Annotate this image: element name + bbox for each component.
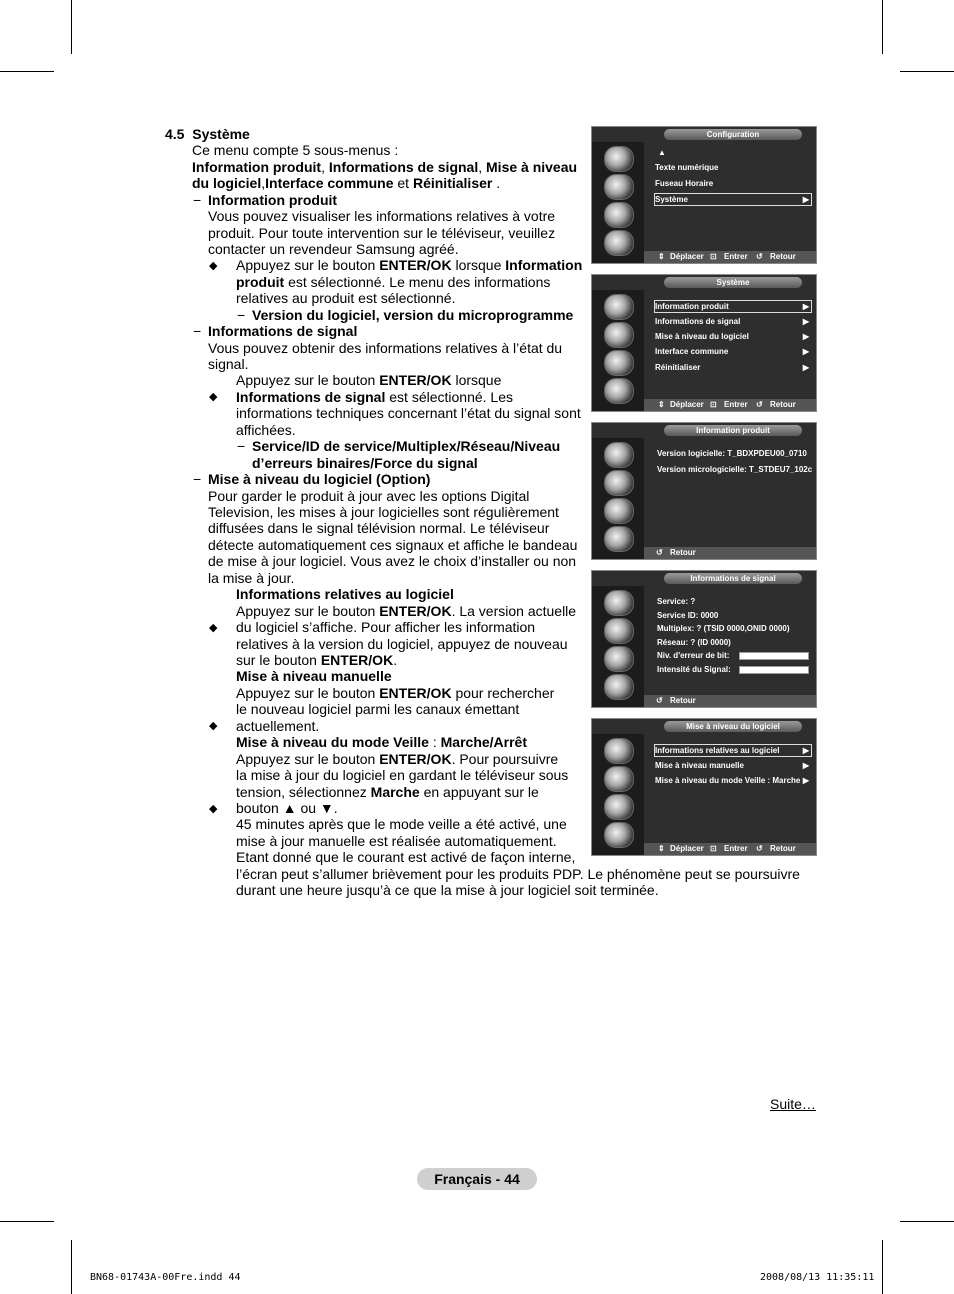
input-menu-icon [604,526,634,552]
bullet-line: durant une heure jusqu’à ce que la mise à jour logiciel soit terminée. [236,882,659,898]
nav-enter-icon: ⊡ [710,400,717,409]
nav-enter-icon: ⊡ [710,844,717,853]
bullet-line: relatives à la version du logiciel, appuyez de nouveau [236,636,568,652]
nav-back-icon: ↺ [756,400,763,409]
diamond-bullet: ◆ [209,260,218,272]
paragraph-line: de mise à jour logiciel. Vous avez le choix d’installer ou non [208,553,577,569]
info-produit-title: Information produit [208,192,338,208]
signal-strength-label: Intensité du Signal: [657,665,731,674]
suite-link: Suite… [770,1096,816,1112]
bullet-line: produit est sélectionné. Le menu des informations [236,274,551,290]
osd-title: Mise à niveau du logiciel [664,721,802,732]
section-heading [165,126,250,142]
bullet-line: affichées. [236,422,296,438]
osd-nav-bar: ⇕ Déplacer ⊡ Entrer ↺ Retour [644,399,816,411]
osd-nav-bar: ↺ Retour [644,695,816,707]
diamond-bullet: ◆ [209,391,218,404]
signal-strength-bar [739,666,809,674]
section-number: 4.5 [165,126,185,142]
diamond-bullet: ◆ [209,621,218,634]
arrow-right-icon: ▶ [802,195,809,204]
crop-mark [882,0,883,54]
dash-marker: − [193,192,202,208]
input-menu-icon [604,230,634,256]
paragraph-line: Television, les mises à jour logicielles sont régulièrement [208,504,559,520]
osd-item[interactable]: Mise à niveau du mode Veille : Marche ▶ [655,776,809,785]
bullet-line: relatives au produit est sélectionné. [236,290,456,306]
arrow-right-icon: ▶ [802,363,809,372]
paragraph-line: diffusées dans le signal télévision normal. Le téléviseur [208,520,550,536]
bullet-line: actuellement. [236,718,320,734]
crop-mark [71,0,72,54]
paragraph-line: produit. Pour toute intervention sur le téléviseur, veuillez [208,225,556,241]
picture-menu-icon [604,146,634,172]
page-number: Français - 44 [417,1168,537,1190]
sound-menu-icon [604,618,634,644]
bullet-line: mise à jour manuelle est réalisée automatiquement. [236,833,557,849]
osd-item-selected[interactable]: Informations relatives au logiciel ▶ [654,744,812,757]
info-signal-title: Informations de signal [208,323,358,339]
osd-item[interactable]: Interface commune ▶ [655,347,809,356]
bullet-title: Informations relatives au logiciel [236,586,454,602]
arrow-right-icon: ▶ [802,761,809,770]
sub-heading: d’erreurs binaires/Force du signal [252,455,478,471]
osd-item-selected[interactable]: Information produit ▶ [654,300,812,313]
service-line: Service: ? [657,597,696,606]
crop-mark [0,71,54,72]
osd-title: Informations de signal [664,573,802,584]
osd-item[interactable]: Informations de signal ▶ [655,317,809,326]
mise-niveau-title: Mise à niveau du logiciel (Option) [208,471,431,487]
section-title: Système [192,126,250,142]
osd-informations-signal [591,570,817,708]
osd-title: Information produit [664,425,802,436]
input-menu-icon [604,822,634,848]
bullet-title: Mise à niveau du mode Veille : Marche/Arrêt [236,734,528,750]
dash-marker: − [193,323,202,339]
osd-item[interactable]: Fuseau Horaire [655,179,714,188]
submenu-list-line1: Information produit, Informations de signal, Mise à niveau [192,159,578,175]
nav-enter-icon: ⊡ [710,252,717,261]
osd-title: Configuration [664,129,802,140]
bullet-line: la mise à jour du logiciel en gardant le téléviseur sous [236,767,569,783]
osd-systeme [591,274,817,412]
bullet-line: bouton ▲ ou ▼. [236,800,338,816]
arrow-right-icon: ▶ [802,776,809,785]
intro-text: Ce menu compte 5 sous-menus : [192,142,399,158]
picture-menu-icon [604,590,634,616]
sound-menu-icon [604,322,634,348]
osd-title: Système [664,277,802,288]
paragraph-line: la mise à jour. [208,570,295,586]
bullet-line: Appuyez sur le bouton ENTER/OK lorsque Information [236,257,583,273]
osd-mise-niveau-logiciel [591,718,817,856]
service-id-line: Service ID: 0000 [657,611,719,620]
paragraph-line: Pour garder le produit à jour avec les options Digital [208,488,530,504]
ber-label: Niv. d'erreur de bit: [657,651,730,660]
nav-move-icon: ⇕ [658,400,665,409]
nav-move-icon: ⇕ [658,844,665,853]
osd-icon-column [592,290,644,411]
setup-menu-icon [604,498,634,524]
osd-icon-column [592,734,644,855]
bullet-line: du logiciel s’affiche. Pour afficher les information [236,619,536,635]
reseau-line: Réseau: ? (ID 0000) [657,638,731,647]
dash-marker: − [237,307,246,323]
bullet-line: Etant donné que le courant est activé de façon interne, [236,849,576,865]
bullet-line: informations techniques concernant l’état du signal sont [236,405,581,421]
sub-heading: Service/ID de service/Multiplex/Réseau/Niveau [252,438,561,454]
input-menu-icon [604,378,634,404]
paragraph-line: Vous pouvez visualiser les informations relatives à votre [208,208,556,224]
paragraph-line: détecte automatiquement ces signaux et affiche le bandeau [208,537,578,553]
bullet-line: le nouveau logiciel parmi les canaux émettant [236,701,520,717]
osd-information-produit [591,422,817,560]
dash-marker: − [237,438,246,454]
nav-back-icon: ↺ [756,844,763,853]
bullet-line: Appuyez sur le bouton ENTER/OK. Pour poursuivre [236,751,559,767]
osd-item[interactable]: Réinitialiser ▶ [655,363,809,372]
nav-back-icon: ↺ [656,696,663,705]
sound-menu-icon [604,766,634,792]
nav-back-icon: ↺ [656,548,663,557]
osd-nav-bar: ↺ Retour [644,547,816,559]
setup-menu-icon [604,350,634,376]
arrow-right-icon: ▶ [802,317,809,326]
nav-back-icon: ↺ [756,252,763,261]
setup-menu-icon [604,794,634,820]
paragraph-line: Vous pouvez obtenir des informations relatives à l’état du [208,340,563,356]
ber-bar [739,652,809,660]
osd-item[interactable]: Mise à niveau manuelle ▶ [655,761,809,770]
bullet-line: sur le bouton ENTER/OK. [236,652,398,668]
osd-nav-bar: ⇕ Déplacer ⊡ Entrer ↺ Retour [644,843,816,855]
osd-item[interactable]: Mise à niveau du logiciel ▶ [655,332,809,341]
bullet-line: tension, sélectionnez Marche en appuyant sur le [236,784,539,800]
diamond-bullet: ◆ [209,720,218,733]
paragraph-line: signal. [208,356,249,372]
file-name: BN68-01743A-00Fre.indd 44 [90,1272,241,1283]
picture-menu-icon [604,442,634,468]
bullet-title: Mise à niveau manuelle [236,668,392,684]
paragraph-line: contacter un revendeur Samsung agréé. [208,241,459,257]
bullet-line: Appuyez sur le bouton ENTER/OK. La version actuelle [236,603,577,619]
crop-mark [0,1221,54,1222]
sub-heading: Version du logiciel, version du microprogramme [252,307,574,323]
crop-mark [900,1221,954,1222]
picture-menu-icon [604,738,634,764]
osd-item[interactable]: Texte numérique [655,163,719,172]
crop-mark [900,71,954,72]
crop-mark [882,1240,883,1294]
bullet-line: Appuyez sur le bouton ENTER/OK lorsque [236,372,502,388]
arrow-right-icon: ▶ [802,302,809,311]
sound-menu-icon [604,174,634,200]
bullet-line: l’écran peut s’allumer brièvement pour les produits PDP. Le phénomène peut se poursuivre [236,866,800,882]
software-version: Version logicielle: T_BDXPDEU00_0710 [657,449,807,458]
osd-nav-bar: ⇕ Déplacer ⊡ Entrer ↺ Retour [644,251,816,263]
bullet-line: 45 minutes après que le mode veille a été activé, une [236,816,567,832]
osd-icon-column [592,586,644,707]
diamond-bullet: ◆ [209,802,218,815]
osd-configuration [591,126,817,264]
osd-icon-column [592,142,644,263]
print-date: 2008/08/13 11:35:11 [760,1272,875,1283]
picture-menu-icon [604,294,634,320]
input-menu-icon [604,674,634,700]
firmware-version: Version micrologicielle: T_STDEU7_102c [657,465,813,474]
bullet-line: Informations de signal est sélectionné. Les [236,389,513,405]
nav-move-icon: ⇕ [658,252,665,261]
dash-marker: − [193,471,202,487]
osd-icon-column [592,438,644,559]
arrow-right-icon: ▶ [802,746,809,755]
arrow-right-icon: ▶ [802,347,809,356]
osd-item-selected[interactable]: Système ▶ [654,193,812,206]
setup-menu-icon [604,646,634,672]
sound-menu-icon [604,470,634,496]
up-arrow-icon: ▲ [658,148,666,157]
setup-menu-icon [604,202,634,228]
multiplex-line: Multiplex: ? (TSID 0000,ONID 0000) [657,624,790,633]
bullet-line: Appuyez sur le bouton ENTER/OK pour rechercher [236,685,555,701]
crop-mark [71,1240,72,1294]
submenu-list-line2: du logiciel,Interface commune et Réinitialiser . [192,175,501,191]
arrow-right-icon: ▶ [802,332,809,341]
